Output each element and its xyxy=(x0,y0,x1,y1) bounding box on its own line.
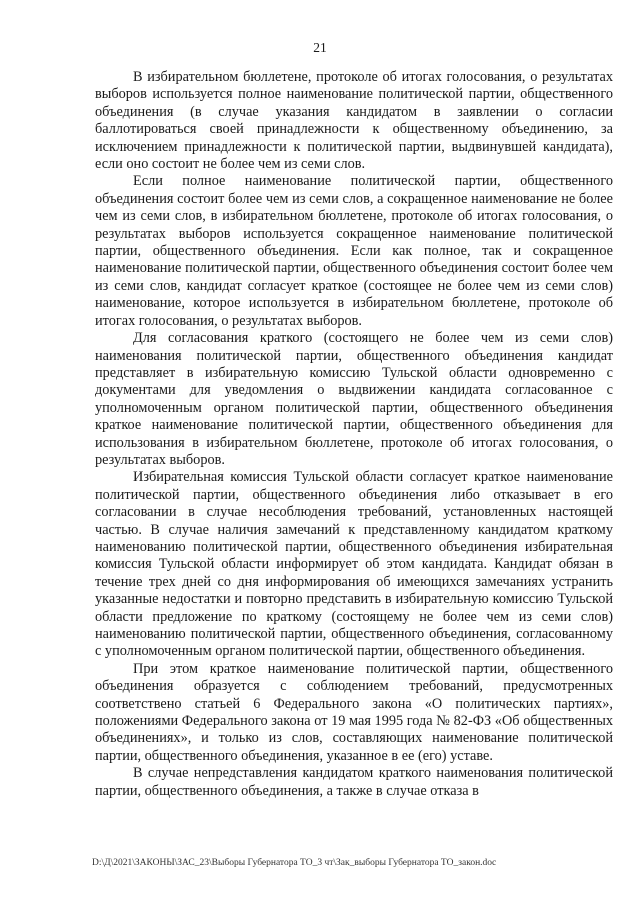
page-number: 21 xyxy=(313,40,327,55)
document-body xyxy=(95,69,613,800)
footer-file-path: D:\Д\2021\ЗАКОНЫ\ЗАС_23\Выборы Губернатора ТО_3 чт\Зак_выборы Губернатора ТО_закон.doc xyxy=(92,858,497,868)
paragraph: Если полное наименование политической партии, общественного объединения состоит более чем из семи слов, а сокращенное наименование не более чем из семи слов, в избирательном бюллетене, протоколе об итогах голосования, о результатах выборов используется сокращенное наименование политической партии, общественного объединения. Если как полное, так и сокращенное наименование политической партии, общественного объединения состоит более чем из семи слов, кандидат согласует краткое (состоящее не более чем из семи слов) наименование, которое используется в избирательном бюллетене, протоколе об итогах голосования, о результатах выборов. xyxy=(95,173,613,329)
paragraph: В избирательном бюллетене, протоколе об итогах голосования, о результатах выборов используется полное наименование политической партии, общественного объединения (в случае указания кандидатом в заявлении о согласии баллотироваться своей принадлежности к общественному объединению, за исключением принадлежности к политической партии, выдвинувшей кандидата), если оно состоит не более чем из семи слов. xyxy=(95,69,613,173)
paragraph: Для согласования краткого (состоящего не более чем из семи слов) наименования политической партии, общественного объединения кандидат представляет в избирательную комиссию Тульской области одновременно с документами для уведомления о выдвижении кандидата согласованное с уполномоченным органом политической партии, общественного объединения краткое наименование политической партии, общественного объединения для использования в избирательном бюллетене, протоколе об итогах голосования, о результатах выборов. xyxy=(95,330,613,468)
paragraph: При этом краткое наименование политической партии, общественного объединения образуется с соблюдением требований, предусмотренных соответствено статьей 6 Федерального закона «О политических партиях», положениями Федерального закона от 19 мая 1995 года № 82-ФЗ «Об общественных объединениях», и только из слов, составляющих наименование политической партии, общественного объединения, указанное в ее (его) уставе. xyxy=(95,660,613,764)
paragraph: Избирательная комиссия Тульской области согласует краткое наименование политической партии, общественного объединения либо отказывает в его согласовании в случае несоблюдения требований, установленных настоящей частью. В случае наличия замечаний к представленному кандидатом краткому наименованию политической партии, общественного объединения избирательная комиссия Тульской области информирует об этом кандидата. Кандидат обязан в течение трех дней со дня информирования об имеющихся замечаниях устранить указанные недостатки и повторно представить в избирательную комиссию Тульской области предложение по краткому (состоящему не более чем из семи слов) наименованию политической партии, общественного объединения, согласованному с уполномоченным органом политической партии, общественного объединения. xyxy=(95,469,613,660)
paragraph: В случае непредставления кандидатом краткого наименования политической партии, общественного объединения, а также в случае отказа в xyxy=(95,765,613,799)
